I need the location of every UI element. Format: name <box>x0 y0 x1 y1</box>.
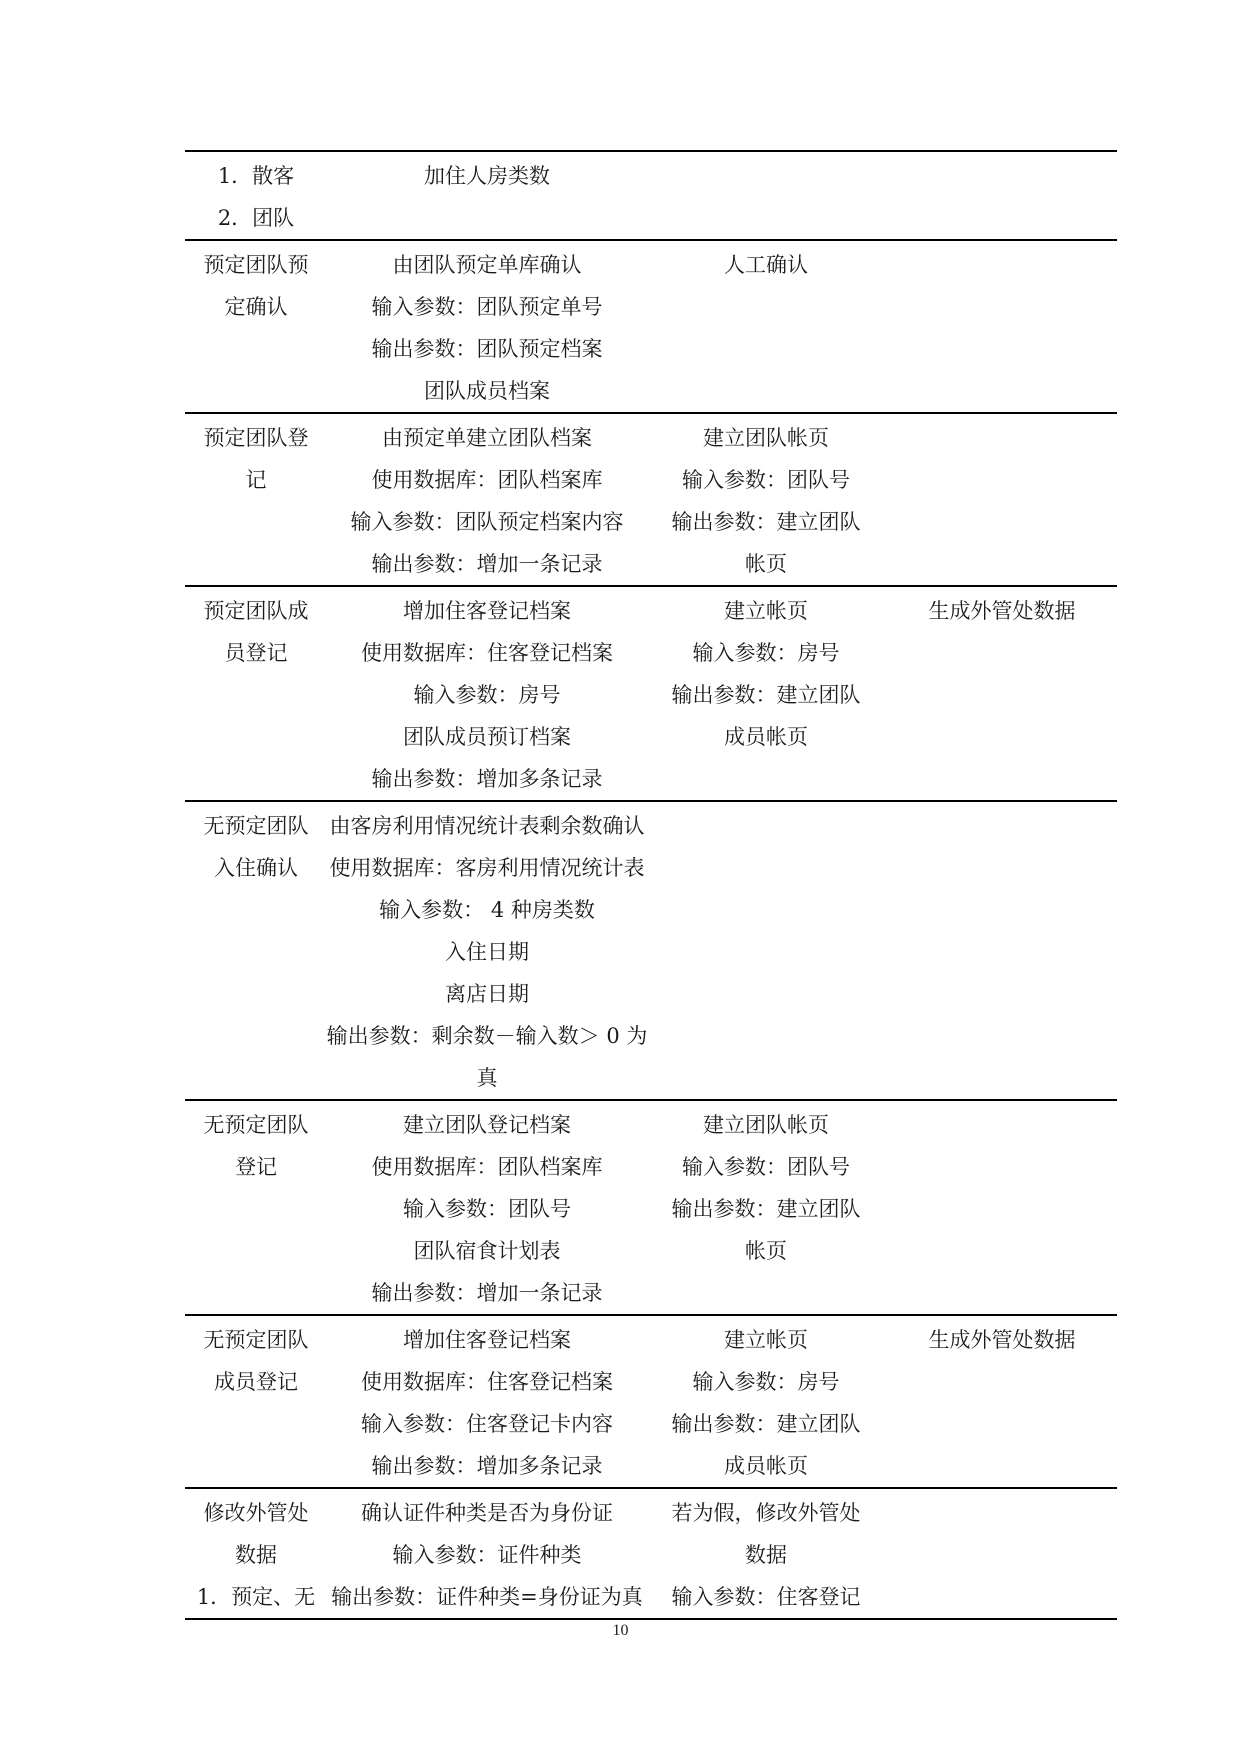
table-row <box>185 1314 1117 1487</box>
cell-text: 员登记 <box>224 641 288 665</box>
cell-text: 输入参数：团队号 <box>682 468 850 492</box>
cell-text: 帐页 <box>745 552 787 576</box>
cell-text: 输入参数：房号 <box>692 1370 840 1394</box>
cell-text: 输出参数：建立团队 <box>671 510 861 534</box>
table-row <box>185 239 1117 412</box>
table-cell <box>317 1104 657 1314</box>
table-cell <box>651 1319 881 1487</box>
cell-text: 输入参数：团队预定单号 <box>371 295 603 319</box>
cell-text: 增加住客登记档案 <box>403 1328 571 1352</box>
table-cell <box>317 244 657 412</box>
cell-text: 预定团队预 <box>203 253 309 277</box>
table-row <box>185 150 1117 239</box>
cell-text: 登记 <box>235 1155 277 1179</box>
table-cell <box>651 590 881 758</box>
table-cell <box>651 244 881 286</box>
cell-text: 无预定团队 <box>203 1328 309 1352</box>
table-cell <box>317 590 657 800</box>
table-cell <box>887 590 1117 632</box>
cell-text: 输入参数：房号 <box>413 683 561 707</box>
table-row <box>185 585 1117 800</box>
cell-text: 输入参数：团队预定档案内容 <box>350 510 624 534</box>
page-number: 10 <box>612 1622 629 1639</box>
cell-text: 帐页 <box>745 1239 787 1263</box>
cell-text: 输入参数：团队号 <box>403 1197 571 1221</box>
table-row <box>185 1487 1117 1620</box>
cell-text: 输入参数：住客登记卡内容 <box>361 1412 613 1436</box>
table-row <box>185 1099 1117 1314</box>
cell-text: 1．散客 <box>217 164 295 188</box>
table-cell <box>185 805 327 889</box>
cell-text: 预定团队成 <box>203 599 309 623</box>
cell-text: 无预定团队 <box>203 1113 309 1137</box>
cell-text: 人工确认 <box>724 253 808 277</box>
cell-text: 输出参数：证件种类=身份证为真 <box>331 1585 643 1609</box>
cell-text: 生成外管处数据 <box>928 599 1076 623</box>
cell-text: 团队宿食计划表 <box>413 1239 561 1263</box>
cell-text: 记 <box>245 468 267 492</box>
table-cell <box>185 590 327 674</box>
cell-text: 2．团队 <box>217 206 295 230</box>
cell-text: 使用数据库：住客登记档案 <box>361 1370 613 1394</box>
cell-text: 入住日期 <box>445 940 529 964</box>
cell-text: 增加住客登记档案 <box>403 599 571 623</box>
cell-text: 输入参数： 4 种房类数 <box>379 898 595 922</box>
cell-text: 使用数据库：团队档案库 <box>371 468 603 492</box>
cell-text: 输出参数：团队预定档案 <box>371 337 603 361</box>
table-row <box>185 412 1117 585</box>
cell-text: 使用数据库：团队档案库 <box>371 1155 603 1179</box>
cell-text: 建立帐页 <box>724 599 808 623</box>
table-cell <box>317 1492 657 1618</box>
cell-text: 输入参数：住客登记 <box>671 1585 861 1609</box>
table-cell <box>651 417 881 585</box>
table-cell <box>317 805 657 1099</box>
cell-text: 入住确认 <box>214 856 298 880</box>
cell-text: 输出参数：增加一条记录 <box>371 552 603 576</box>
cell-text: 建立团队登记档案 <box>403 1113 571 1137</box>
cell-text: 成员帐页 <box>724 1454 808 1478</box>
table-cell <box>185 417 327 501</box>
cell-text: 使用数据库：住客登记档案 <box>361 641 613 665</box>
table-cell <box>317 155 657 197</box>
table-cell <box>185 1104 327 1188</box>
table-cell <box>185 1319 327 1403</box>
cell-text: 团队成员档案 <box>424 379 550 403</box>
cell-text: 成员登记 <box>214 1370 298 1394</box>
cell-text: 生成外管处数据 <box>928 1328 1076 1352</box>
cell-text: 确认证件种类是否为身份证 <box>361 1501 613 1525</box>
cell-text: 输入参数：房号 <box>692 641 840 665</box>
cell-text: 输入参数：证件种类 <box>392 1543 582 1567</box>
cell-text: 真 <box>476 1066 498 1090</box>
process-table <box>185 150 1117 1620</box>
table-cell <box>887 1319 1117 1361</box>
cell-text: 建立团队帐页 <box>703 426 829 450</box>
cell-text: 离店日期 <box>445 982 529 1006</box>
table-cell <box>651 1104 881 1272</box>
table-cell <box>185 1492 327 1618</box>
table-cell <box>185 155 327 239</box>
table-cell <box>317 1319 657 1487</box>
cell-text: 预定团队登 <box>203 426 309 450</box>
cell-text: 数据 <box>745 1543 787 1567</box>
cell-text: 无预定团队 <box>203 814 309 838</box>
table-cell <box>651 1492 881 1618</box>
cell-text: 输出参数：增加多条记录 <box>371 767 603 791</box>
table-cell <box>317 417 657 585</box>
cell-text: 输出参数：增加多条记录 <box>371 1454 603 1478</box>
cell-text: 修改外管处 <box>203 1501 309 1525</box>
cell-text: 建立团队帐页 <box>703 1113 829 1137</box>
cell-text: 成员帐页 <box>724 725 808 749</box>
cell-text: 输入参数：团队号 <box>682 1155 850 1179</box>
cell-text: 输出参数：剩余数－输入数＞ 0 为 <box>326 1024 648 1048</box>
cell-text: 加住人房类数 <box>424 164 550 188</box>
table-row <box>185 800 1117 1099</box>
cell-text: 由预定单建立团队档案 <box>382 426 592 450</box>
cell-text: 输出参数：建立团队 <box>671 683 861 707</box>
cell-text: 若为假，修改外管处 <box>671 1501 861 1525</box>
cell-text: 数据 <box>235 1543 277 1567</box>
cell-text: 使用数据库：客房利用情况统计表 <box>329 856 645 880</box>
cell-text: 1．预定、无 <box>196 1585 316 1609</box>
cell-text: 团队成员预订档案 <box>403 725 571 749</box>
cell-text: 输出参数：建立团队 <box>671 1412 861 1436</box>
cell-text: 建立帐页 <box>724 1328 808 1352</box>
cell-text: 输出参数：建立团队 <box>671 1197 861 1221</box>
cell-text: 由客房利用情况统计表剩余数确认 <box>329 814 645 838</box>
cell-text: 由团队预定单库确认 <box>392 253 582 277</box>
cell-text: 输出参数：增加一条记录 <box>371 1281 603 1305</box>
table-cell <box>185 244 327 328</box>
cell-text: 定确认 <box>224 295 288 319</box>
